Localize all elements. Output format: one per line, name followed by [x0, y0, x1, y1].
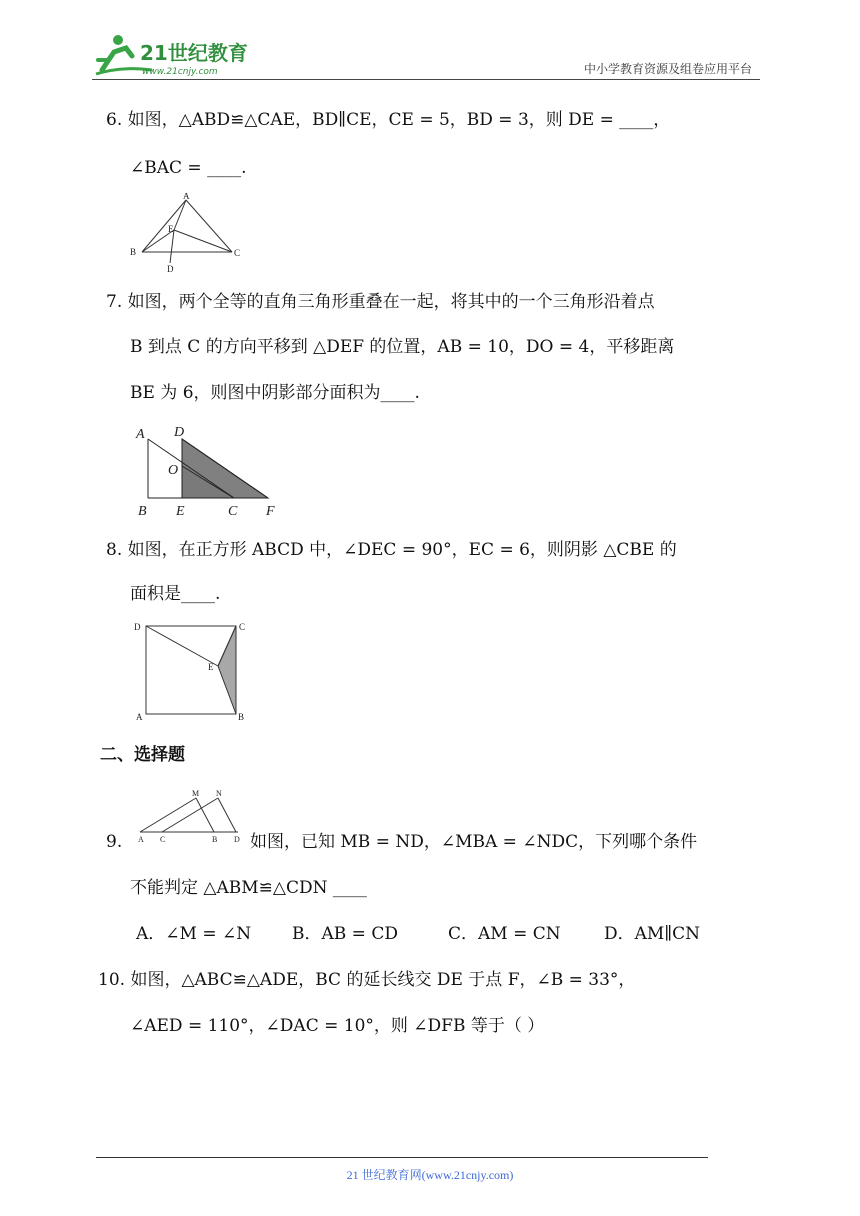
- q7-label-a: A: [136, 427, 145, 442]
- logo-url-text: www.21cnjy.com: [142, 67, 218, 77]
- q10-line2: ∠AED = 110°，∠DAC = 10°，则 ∠DFB 等于（ ）: [130, 1016, 545, 1036]
- q9-option-d: D．AM∥CN: [604, 924, 701, 944]
- q6-figure: [126, 193, 246, 275]
- q8-figure: [130, 618, 252, 726]
- q9-option-a: A．∠M = ∠N: [136, 924, 252, 944]
- q8-label-a: A: [136, 712, 143, 722]
- site-logo: [92, 30, 262, 80]
- q8-label-b: B: [238, 712, 245, 722]
- q8-shaded-triangle: [218, 626, 236, 714]
- q7-label-b: B: [138, 504, 147, 519]
- q10-line1: 10. 如图，△ABC≌△ADE，BC 的延长线交 DE 于点 F，∠B = 33°，: [98, 970, 636, 990]
- q6-line2: ∠BAC = ____.: [130, 158, 247, 178]
- q6-label-d: D: [167, 264, 174, 274]
- q9-line2: 不能判定 △ABM≌△CDN ____: [130, 878, 367, 898]
- q6-label-e: E: [168, 224, 174, 234]
- footer-link[interactable]: 21 世纪教育网(www.21cnjy.com): [346, 1168, 514, 1182]
- site-title: 中小学教育资源及组卷应用平台: [583, 62, 752, 76]
- q9-option-b: B．AB = CD: [292, 924, 398, 944]
- q7-label-e: E: [176, 504, 185, 519]
- q7-line1: 7. 如图，两个全等的直角三角形重叠在一起，将其中的一个三角形沿着点: [106, 292, 655, 312]
- q9-label-c: C: [160, 835, 166, 844]
- q7-label-c: C: [228, 504, 238, 519]
- q9-label-m: M: [192, 789, 200, 798]
- logo-main-text: 21世纪教育: [140, 41, 248, 65]
- q7-line2: B 到点 C 的方向平移到 △DEF 的位置，AB = 10，DO = 4，平移距离: [130, 337, 675, 357]
- q7-figure: [132, 420, 292, 520]
- q9-figure: [134, 786, 246, 846]
- q8-line1: 8. 如图，在正方形 ABCD 中，∠DEC = 90°，EC = 6，则阴影 △CBE 的: [106, 540, 677, 560]
- q8-label-d: D: [134, 622, 141, 632]
- footer-divider: [96, 1157, 708, 1158]
- header-divider: [92, 79, 760, 80]
- q9-option-c: C．AM = CN: [448, 924, 561, 944]
- q7-label-f: F: [266, 504, 275, 519]
- q9-number: 9.: [106, 832, 123, 852]
- q7-line3: BE 为 6，则图中阴影部分面积为____.: [130, 383, 420, 403]
- q7-label-o: O: [168, 463, 179, 478]
- q6-line1: 6. 如图，△ABD≌△CAE，BD∥CE，CE = 5，BD = 3，则 DE = ____，: [106, 110, 671, 130]
- q9-label-n: N: [216, 789, 222, 798]
- q7-label-d: D: [174, 425, 185, 440]
- q8-label-e: E: [208, 662, 214, 672]
- q6-label-a: A: [183, 193, 190, 201]
- q8-label-c: C: [239, 622, 246, 632]
- q6-label-b: B: [130, 247, 137, 257]
- q9-label-b: B: [212, 835, 218, 844]
- q9-line1: 如图，已知 MB = ND，∠MBA = ∠NDC，下列哪个条件: [250, 832, 698, 852]
- q9-label-a: A: [138, 835, 144, 844]
- q8-line2: 面积是____.: [130, 584, 221, 604]
- q9-label-d: D: [234, 835, 240, 844]
- q6-label-c: C: [234, 248, 241, 258]
- section-title: 二、选择题: [100, 745, 185, 765]
